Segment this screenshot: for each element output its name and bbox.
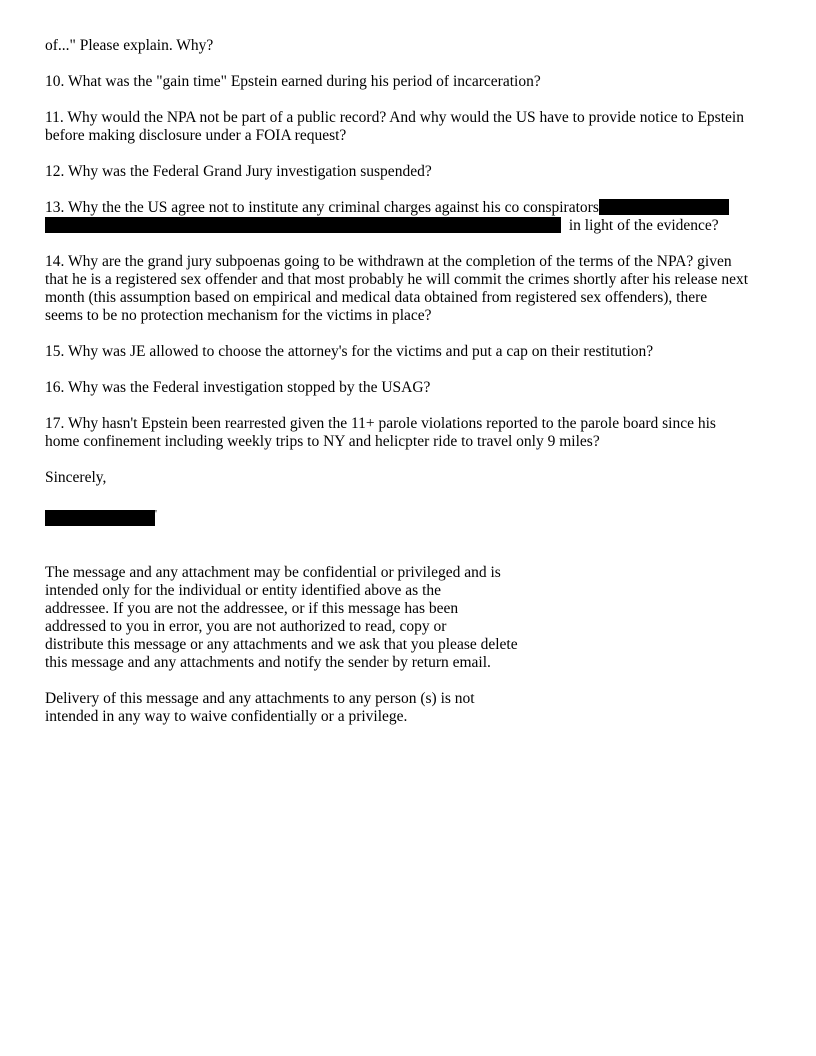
delivery-line-1: Delivery of this message and any attachments to any person (s) is not bbox=[45, 690, 475, 707]
question-13-line-2 bbox=[45, 217, 780, 235]
question-14-line-1: 14. Why are the grand jury subpoenas going to be withdrawn at the completion of the terms of the NPA? given bbox=[45, 253, 732, 270]
question-10: 10. What was the "gain time" Epstein earned during his period of incarceration? bbox=[45, 73, 541, 90]
question-16: 16. Why was the Federal investigation stopped by the USAG? bbox=[45, 379, 431, 396]
confidentiality-notice bbox=[45, 564, 780, 672]
question-13-text: 13. Why the the US agree not to institute any criminal charges against his co conspirators bbox=[45, 199, 599, 216]
notice-line-1: The message and any attachment may be confidential or privileged and is bbox=[45, 564, 501, 581]
closing: Sincerely, bbox=[45, 469, 107, 486]
question-14-line-4: seems to be no protection mechanism for the victims in place? bbox=[45, 307, 432, 324]
question-11-line-2: before making disclosure under a FOIA request? bbox=[45, 127, 347, 144]
email-body bbox=[45, 37, 780, 744]
signature-mark: ' bbox=[155, 508, 157, 520]
question-17-line-2: home confinement including weekly trips to NY and helicpter ride to travel only 9 miles? bbox=[45, 433, 600, 450]
notice-line-4: addressed to you in error, you are not authorized to read, copy or bbox=[45, 618, 447, 635]
question-11-line-1: 11. Why would the NPA not be part of a public record? And why would the US have to provide notice to Epstein bbox=[45, 109, 744, 126]
question-14 bbox=[45, 253, 780, 325]
redaction-block bbox=[45, 217, 561, 233]
delivery-notice bbox=[45, 690, 780, 726]
question-15: 15. Why was JE allowed to choose the attorney's for the victims and put a cap on their restitution? bbox=[45, 343, 654, 360]
question-17-line-1: 17. Why hasn't Epstein been rearrested given the 11+ parole violations reported to the parole board since his bbox=[45, 415, 716, 432]
signature bbox=[45, 505, 780, 528]
notice-line-2: intended only for the individual or entity identified above as the bbox=[45, 582, 442, 599]
question-13-tail: in light of the evidence? bbox=[565, 217, 719, 234]
notice-line-5: distribute this message or any attachments and we ask that you please delete bbox=[45, 636, 518, 653]
question-14-line-2: that he is a registered sex offender and that most probably he will commit the crimes shortly after his release next bbox=[45, 271, 749, 288]
question-14-line-3: month (this assumption based on empirical and medical data obtained from registered sex offenders), there bbox=[45, 289, 708, 306]
question-17 bbox=[45, 415, 780, 451]
intro-tail: of..." Please explain. Why? bbox=[45, 37, 214, 54]
question-13 bbox=[45, 199, 780, 235]
notice-line-6: this message and any attachments and notify the sender by return email. bbox=[45, 654, 491, 671]
signature-redaction bbox=[45, 510, 155, 526]
notice-line-3: addressee. If you are not the addressee, or if this message has been bbox=[45, 600, 459, 617]
delivery-line-2: intended in any way to waive confidentially or a privilege. bbox=[45, 708, 408, 725]
redaction-block bbox=[599, 199, 729, 215]
question-13-line-1 bbox=[45, 199, 780, 217]
question-11 bbox=[45, 109, 780, 145]
question-12: 12. Why was the Federal Grand Jury investigation suspended? bbox=[45, 163, 432, 180]
